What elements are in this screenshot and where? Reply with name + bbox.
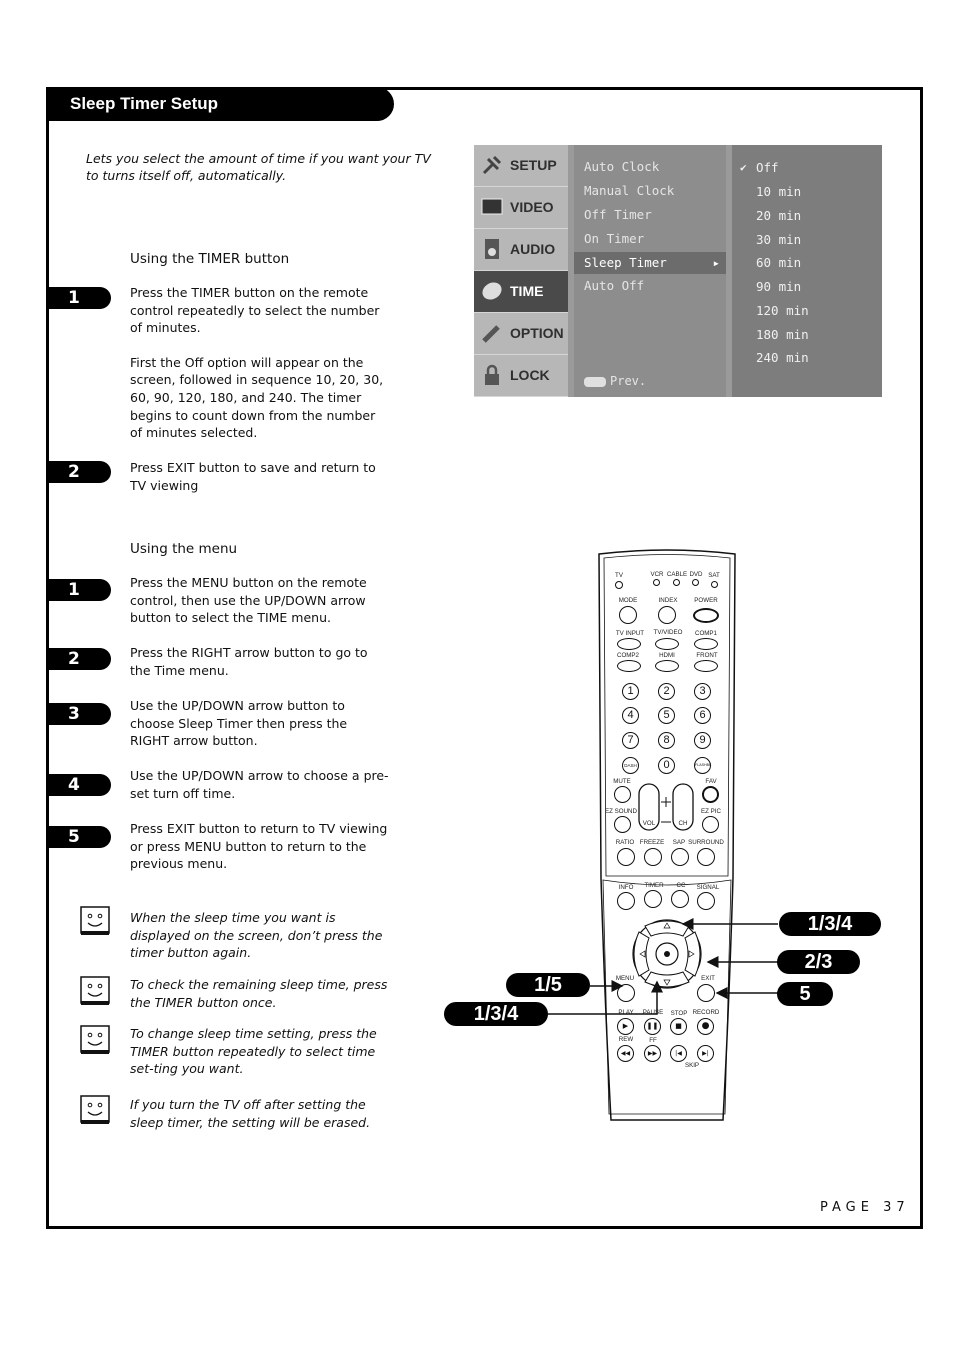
osd-menu-item: On Timer <box>584 231 645 246</box>
comp1-button[interactable] <box>694 638 718 650</box>
osd-side-label: LOCK <box>510 367 550 383</box>
note-text: To check the remaining sleep time, press the TIMER button once. <box>130 977 388 1010</box>
pause-icon: ❚❚ <box>646 1022 659 1030</box>
osd-time-menu <box>574 145 726 397</box>
satellite-icon <box>480 153 504 177</box>
menu-label: MENU <box>615 975 635 982</box>
step-badge: 4 <box>48 774 111 796</box>
comp1-label: COMP1 <box>694 630 718 637</box>
note-face-icon <box>80 1025 110 1055</box>
step-badge: 5 <box>48 826 111 848</box>
wrench-icon <box>480 321 504 345</box>
osd-side-option <box>474 313 568 355</box>
osd-sleep-options <box>732 145 882 397</box>
cc-button[interactable] <box>671 890 689 908</box>
digit-7-button[interactable]: 7 <box>622 732 639 749</box>
ratio-label: RATIO <box>615 839 635 846</box>
fav-button[interactable] <box>702 786 719 803</box>
power-label: POWER <box>694 597 718 604</box>
step-paragraph: Press the TIMER button on the remote control repeatedly to select the number of minutes. <box>130 285 380 336</box>
fast-forward-button[interactable] <box>644 1045 661 1062</box>
info-button[interactable] <box>617 892 635 910</box>
callout-label: 5 <box>777 982 833 1006</box>
mute-label: MUTE <box>613 778 631 785</box>
osd-option: 180 min <box>756 327 809 342</box>
osd-side-label: SETUP <box>510 157 557 173</box>
cc-label: CC <box>676 882 686 889</box>
intro-text: Lets you select the amount of time if you want your TV to turns itself off, automatically. <box>86 151 431 183</box>
step-text: Press the RIGHT arrow button to go to the Time menu. <box>130 645 368 678</box>
osd-side-label: VIDEO <box>510 199 554 215</box>
stop-button[interactable] <box>670 1018 687 1035</box>
freeze-label: FREEZE <box>639 839 665 846</box>
osd-side-audio <box>474 229 568 271</box>
skip-back-button[interactable] <box>670 1045 687 1062</box>
index-label: INDEX <box>658 597 678 604</box>
note-face-icon <box>80 906 110 936</box>
ff-label: FF <box>649 1037 657 1044</box>
osd-menu-item: Auto Clock <box>584 159 660 174</box>
mode-button[interactable] <box>619 606 637 624</box>
osd-menu <box>474 145 882 397</box>
skip-back-icon: |◀ <box>675 1050 682 1057</box>
lock-icon <box>480 363 504 387</box>
step-paragraph: Press EXIT button to save and return to TV viewing <box>130 460 376 493</box>
power-button[interactable] <box>693 608 719 623</box>
osd-side-setup <box>474 145 568 187</box>
source-indicator <box>653 579 660 586</box>
hdmi-label: HDMI <box>659 652 675 659</box>
ch-label: CH <box>678 820 688 827</box>
menu-section-heading: Using the menu <box>130 541 238 557</box>
osd-option: 10 min <box>756 184 802 199</box>
clock-icon <box>480 279 504 303</box>
step-badge: 2 <box>48 461 111 483</box>
hdmi-button[interactable] <box>655 660 679 672</box>
osd-option: 90 min <box>756 279 802 294</box>
osd-menu-item: Off Timer <box>584 207 652 222</box>
osd-option: 240 min <box>756 350 809 365</box>
osd-side-label: OPTION <box>510 325 564 341</box>
index-button[interactable] <box>658 606 676 624</box>
rewind-button[interactable] <box>617 1045 634 1062</box>
ez-sound-label: EZ SOUND <box>605 808 637 815</box>
source-indicator <box>673 579 680 586</box>
record-icon: ● <box>701 1021 710 1031</box>
front-button[interactable] <box>694 660 718 672</box>
vol-label: VOL <box>642 820 656 827</box>
source-indicator <box>615 581 623 589</box>
play-button[interactable] <box>617 1018 634 1035</box>
osd-side-time <box>474 271 568 313</box>
note-text: If you turn the TV off after setting the sleep timer, the setting will be erased. <box>130 1097 371 1130</box>
source-label-tv: TV <box>615 572 623 579</box>
info-label: INFO <box>618 884 634 891</box>
digit-9-button[interactable]: 9 <box>694 732 711 749</box>
ratio-button[interactable] <box>617 848 635 866</box>
step-text: Press the MENU button on the remote control, then use the UP/DOWN arrow button to select the TIME menu. <box>130 575 367 626</box>
arrow-right-icon: ▸ <box>712 255 720 270</box>
speaker-icon <box>480 237 504 261</box>
monitor-icon <box>480 195 504 219</box>
surround-button[interactable] <box>697 848 715 866</box>
timer-section-heading: Using the TIMER button <box>130 251 290 267</box>
digit-0-button[interactable]: 0 <box>658 757 675 774</box>
digit-8-button[interactable]: 8 <box>658 732 675 749</box>
timer-label: TIMER <box>644 882 664 889</box>
osd-menu-item-active <box>574 252 726 274</box>
menu-key-icon <box>584 377 606 387</box>
ez-pic-button[interactable] <box>702 816 719 833</box>
source-label-dvd: DVD <box>689 571 703 578</box>
osd-option: 30 min <box>756 232 802 247</box>
page-title: Sleep Timer Setup <box>46 87 394 121</box>
stop-icon: ■ <box>675 1022 682 1030</box>
note-face-icon <box>80 976 110 1006</box>
note-text: When the sleep time you want is displayed on the screen, don’t press the timer button again. <box>130 910 383 961</box>
digit-4-button[interactable]: 4 <box>622 707 639 724</box>
tv-input-button[interactable] <box>617 638 641 650</box>
mode-label: MODE <box>618 597 638 604</box>
osd-prev <box>584 374 646 388</box>
stop-label: STOP <box>670 1010 688 1017</box>
osd-option: 120 min <box>756 303 809 318</box>
source-label-vcr: VCR <box>650 571 664 578</box>
digit-3-button[interactable]: 3 <box>694 683 711 700</box>
source-indicator <box>692 579 699 586</box>
dash-button[interactable]: DASH <box>622 757 639 774</box>
callout-label: 2/3 <box>777 950 860 974</box>
callout-label: 1/5 <box>506 973 590 997</box>
pause-label: PAUSE <box>642 1009 664 1016</box>
skip-forward-button[interactable] <box>697 1045 714 1062</box>
step-badge: 2 <box>48 648 111 670</box>
comp2-label: COMP2 <box>616 652 640 659</box>
step-text: Use the UP/DOWN arrow to choose a pre-set turn off time. <box>130 768 389 801</box>
signal-label: SIGNAL <box>696 884 720 891</box>
osd-side-lock <box>474 355 568 397</box>
osd-side-label: AUDIO <box>510 241 556 257</box>
remote-control <box>597 548 737 1124</box>
front-label: FRONT <box>696 652 718 659</box>
step-badge: 1 <box>48 287 111 309</box>
tv-video-button[interactable] <box>655 638 679 650</box>
digit-6-button[interactable]: 6 <box>694 707 711 724</box>
step-text <box>130 459 390 511</box>
rewind-icon: ◀◀ <box>620 1050 631 1057</box>
fast-forward-icon: ▶▶ <box>647 1050 658 1057</box>
timer-button[interactable] <box>644 890 662 908</box>
osd-menu-item: Auto Off <box>584 278 645 293</box>
mute-button[interactable] <box>614 786 631 803</box>
play-label: PLAY <box>618 1009 634 1016</box>
osd-side-label: TIME <box>510 283 544 299</box>
flashback-button[interactable]: FLASHBK <box>694 757 711 774</box>
callout-label: 1/3/4 <box>444 1002 548 1026</box>
osd-option: 60 min <box>756 255 802 270</box>
digit-5-button[interactable]: 5 <box>658 707 675 724</box>
skip-label: SKIP <box>684 1062 700 1069</box>
pause-button[interactable] <box>644 1018 661 1035</box>
signal-button[interactable] <box>697 892 715 910</box>
callout-label: 1/3/4 <box>779 912 881 936</box>
step-text: Press EXIT button to return to TV viewing or press MENU button to return to the previous menu. <box>130 821 388 872</box>
step-badge: 1 <box>48 579 111 601</box>
osd-option-selected: ✔ Off <box>732 157 882 179</box>
step-text <box>130 284 390 459</box>
osd-prev-label: Prev. <box>610 374 647 388</box>
callout-arrows <box>540 910 790 1020</box>
digit-1-button[interactable]: 1 <box>622 683 639 700</box>
tv-video-label: TV/VIDEO <box>653 629 683 636</box>
source-label-sat: SAT <box>708 572 720 579</box>
source-indicator <box>711 581 718 588</box>
osd-menu-item-label: Sleep Timer <box>584 255 667 270</box>
record-button[interactable] <box>697 1018 714 1035</box>
osd-option: 20 min <box>756 208 802 223</box>
fav-label: FAV <box>705 778 717 785</box>
note-face-icon <box>80 1095 110 1125</box>
ez-pic-label: EZ PIC <box>701 808 721 815</box>
sap-button[interactable] <box>671 848 689 866</box>
record-label: RECORD <box>692 1009 720 1016</box>
exit-label: EXIT <box>701 975 715 982</box>
osd-side-video <box>474 187 568 229</box>
osd-sidebar <box>474 145 568 397</box>
digit-2-button[interactable]: 2 <box>658 683 675 700</box>
step-text: Use the UP/DOWN arrow button to choose Sleep Timer then press the RIGHT arrow button. <box>130 698 348 749</box>
osd-menu-item: Manual Clock <box>584 183 675 198</box>
ez-sound-button[interactable] <box>614 816 631 833</box>
skip-forward-icon: ▶| <box>702 1050 709 1057</box>
page-number: PAGE 37 <box>820 1200 910 1215</box>
tv-input-label: TV INPUT <box>615 630 645 637</box>
note-text: To change sleep time setting, press the TIMER button repeatedly to select time set-ting you want. <box>130 1026 377 1077</box>
surround-label: SURROUND <box>688 839 724 846</box>
play-icon: ▶ <box>622 1022 629 1030</box>
comp2-button[interactable] <box>617 660 641 672</box>
freeze-button[interactable] <box>644 848 662 866</box>
rew-label: REW <box>618 1036 634 1043</box>
step-badge: 3 <box>48 703 111 725</box>
source-label-cable: CABLE <box>666 571 688 578</box>
step-paragraph: First the Off option will appear on the screen, followed in sequence 10, 20, 30, 60, 90, 120, 180, and 240. The timer begins to count down from the number of minutes selected. <box>130 354 384 441</box>
sap-label: SAP <box>672 839 686 846</box>
